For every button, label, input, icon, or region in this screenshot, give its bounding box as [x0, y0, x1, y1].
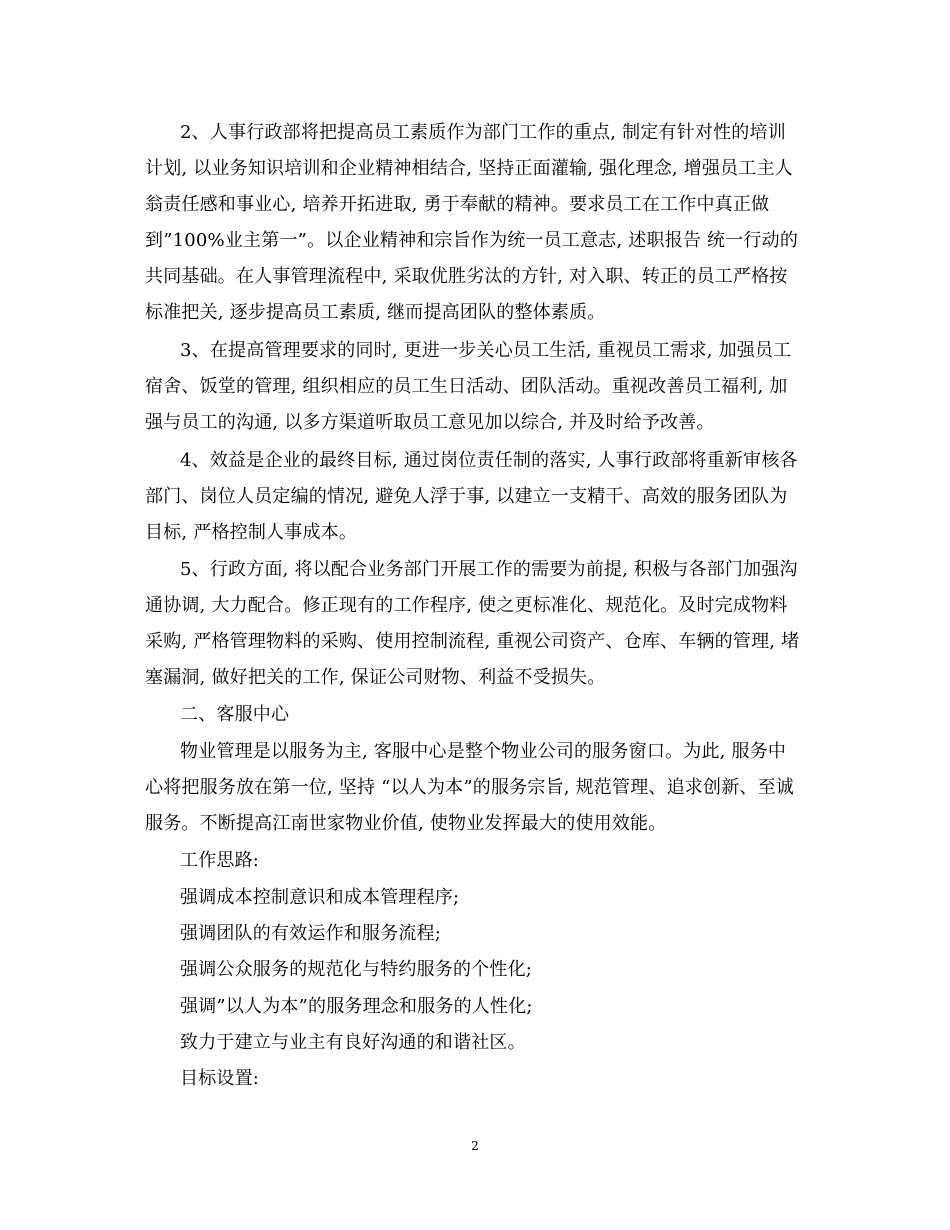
paragraph-line: 到”100%业主第一”。以企业精神和宗旨作为统一员工意志, 述职报告 统一行动的: [145, 230, 799, 251]
paragraph-line: 共同基础。在人事管理流程中, 采取优胜劣汰的方针, 对入职、转正的员工严格按: [145, 266, 788, 287]
paragraph-line: 工作思路:: [180, 850, 260, 871]
paragraph-line: 强与员工的沟通, 以多方渠道听取员工意见加以综合, 并及时给予改善。: [145, 412, 715, 433]
paragraph-line: 4、效益是企业的最终目标, 通过岗位责任制的落实, 人事行政部将重新审核各: [180, 450, 798, 471]
paragraph-line: 心将把服务放在第一位, 坚持 “以人为本”的服务宗旨, 规范管理、追求创新、至诚: [145, 777, 795, 798]
paragraph-line: 塞漏洞, 做好把关的工作, 保证公司财物、利益不受损失。: [145, 667, 606, 688]
paragraph-line: 2、人事行政部将把提高员工素质作为部门工作的重点, 制定有针对性的培训: [180, 122, 786, 143]
list-item: 强调”以人为本”的服务理念和服务的人性化;: [180, 996, 533, 1017]
section-heading: 二、客服中心: [180, 704, 290, 725]
paragraph-line: 部门、岗位人员定编的情况, 避免人浮于事, 以建立一支精干、高效的服务团队为: [145, 486, 788, 507]
paragraph-line: 目标设置:: [180, 1068, 260, 1089]
paragraph-line: 5、行政方面, 将以配合业务部门开展工作的需要为前提, 积极与各部门加强沟: [180, 559, 798, 580]
paragraph-line: 目标, 严格控制人事成本。: [145, 522, 358, 543]
paragraph-line: 3、在提高管理要求的同时, 更进一步关心员工生活, 重视员工需求, 加强员工: [180, 340, 792, 361]
paragraph-line: 翁责任感和事业心, 培养开拓进取, 勇于奉献的精神。要求员工在工作中真正做: [145, 194, 770, 215]
paragraph-line: 计划, 以业务知识培训和企业精神相结合, 坚持正面灌输, 强化理念, 增强员工主人: [145, 158, 793, 179]
paragraph-line: 采购, 严格管理物料的采购、使用控制流程, 重视公司资产、仓库、车辆的管理, 堵: [145, 631, 800, 652]
paragraph-line: 标准把关, 逐步提高员工素质, 继而提高团队的整体素质。: [145, 302, 606, 323]
list-item: 强调公众服务的规范化与特约服务的个性化;: [180, 959, 533, 980]
paragraph-line: 服务。不断提高江南世家物业价值, 使物业发挥最大的使用效能。: [145, 813, 667, 834]
list-item: 致力于建立与业主有良好沟通的和谐社区。: [180, 1032, 526, 1053]
paragraph-line: 物业管理是以服务为主, 客服中心是整个物业公司的服务窗口。为此, 服务中: [180, 741, 787, 762]
list-item: 强调成本控制意识和成本管理程序;: [180, 887, 460, 908]
page-number: 2: [471, 1139, 479, 1153]
paragraph-line: 通协调, 大力配合。修正现有的工作程序, 使之更标准化、规范化。及时完成物料: [145, 595, 788, 616]
list-item: 强调团队的有效运作和服务流程;: [180, 923, 442, 944]
paragraph-line: 宿舍、饭堂的管理, 组织相应的员工生日活动、团队活动。重视改善员工福利, 加: [145, 376, 788, 397]
